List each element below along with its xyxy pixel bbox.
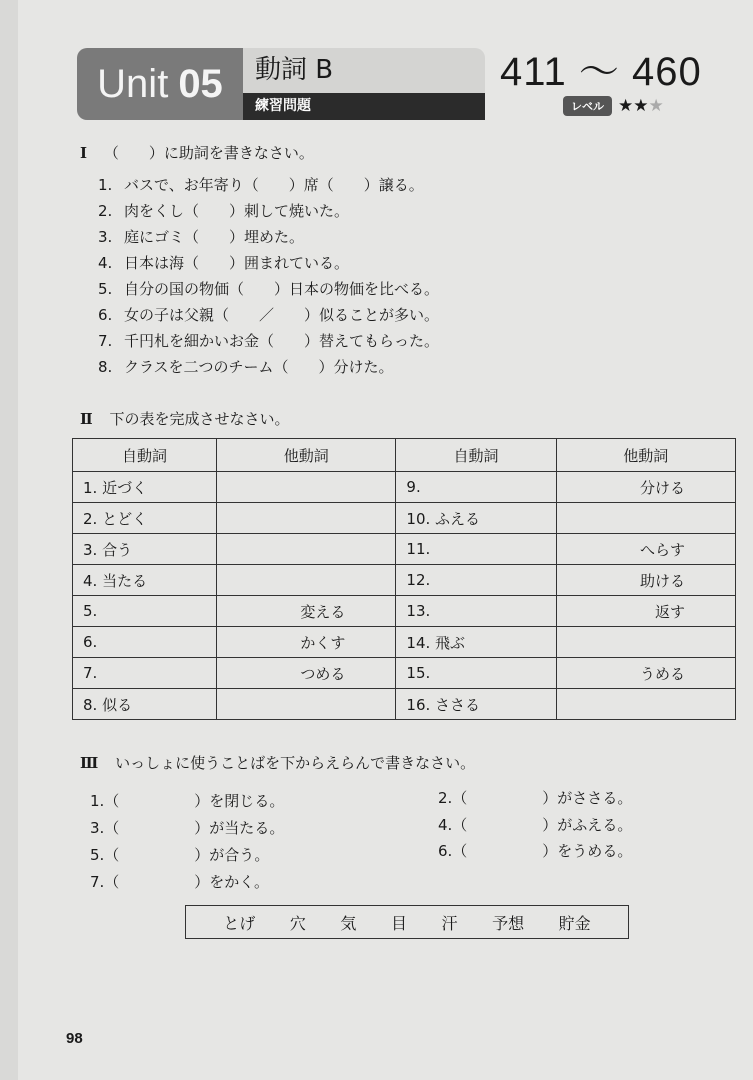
word-bank-item: 穴 bbox=[289, 913, 306, 933]
table-row bbox=[73, 689, 736, 720]
exercise-item: 6.（ ）をうめる。 bbox=[438, 842, 633, 860]
table-cell: 13. bbox=[396, 596, 556, 627]
table-cell: 14. 飛ぶ bbox=[396, 627, 556, 658]
list-item bbox=[98, 276, 439, 302]
table-cell: 11. bbox=[396, 534, 556, 565]
table-cell: 8. 似る bbox=[73, 689, 217, 720]
table-cell bbox=[217, 534, 396, 565]
item-number: 5. bbox=[98, 280, 113, 298]
table-cell: 返す bbox=[556, 596, 735, 627]
table-cell: 分ける bbox=[556, 472, 735, 503]
table-row bbox=[73, 658, 736, 689]
section1-numeral: Ⅰ bbox=[80, 144, 88, 162]
item-text: 肉をくし（ ）刺して焼いた。 bbox=[124, 202, 350, 220]
table-cell: 7. bbox=[73, 658, 217, 689]
table-row bbox=[73, 627, 736, 658]
table-row bbox=[73, 472, 736, 503]
star-filled-icon: ★★ bbox=[618, 96, 649, 116]
item-number: 3. bbox=[98, 228, 113, 246]
table-cell: 5. bbox=[73, 596, 217, 627]
column-header: 自動詞 bbox=[73, 439, 217, 472]
section2-instruction: 下の表を完成させなさい。 bbox=[109, 410, 290, 428]
item-text: 日本は海（ ）囲まれている。 bbox=[124, 254, 350, 272]
level-badge: レベル bbox=[563, 96, 612, 116]
table-cell: かくす bbox=[217, 627, 396, 658]
page-subtitle: 練習問題 bbox=[243, 93, 485, 120]
list-item bbox=[98, 250, 439, 276]
word-bank-item: 汗 bbox=[441, 913, 458, 933]
item-text: クラスを二つのチーム（ ）分けた。 bbox=[124, 358, 394, 376]
verb-table bbox=[72, 438, 736, 720]
table-cell bbox=[217, 472, 396, 503]
list-item bbox=[98, 224, 439, 250]
item-number: 6. bbox=[98, 306, 113, 324]
item-number: 8. bbox=[98, 358, 113, 376]
table-cell: へらす bbox=[556, 534, 735, 565]
vocab-range: 411 〜 460 bbox=[500, 50, 702, 94]
unit-number: 05 bbox=[178, 61, 223, 106]
item-number: 4. bbox=[98, 254, 113, 272]
exercise-item: 2.（ ）がささる。 bbox=[438, 789, 633, 807]
item-text: 女の子は父親（ ／ ）似ることが多い。 bbox=[124, 306, 440, 324]
word-bank-item: とげ bbox=[223, 913, 256, 933]
item-text: バスで、お年寄り（ ）席（ ）譲る。 bbox=[124, 176, 424, 194]
section3-instruction: いっしょに使うことばを下からえらんで書きなさい。 bbox=[115, 754, 476, 772]
table-header-row bbox=[73, 439, 736, 472]
table-cell: 4. 当たる bbox=[73, 565, 217, 596]
item-text: 千円札を細かいお金（ ）替えてもらった。 bbox=[124, 332, 440, 350]
table-row bbox=[73, 534, 736, 565]
exercise-item: 7.（ ）をかく。 bbox=[90, 873, 270, 891]
section3-numeral: Ⅲ bbox=[80, 754, 99, 772]
unit-label: Unit bbox=[97, 61, 169, 106]
table-row bbox=[73, 503, 736, 534]
table-cell bbox=[217, 503, 396, 534]
page-number: 98 bbox=[66, 1030, 83, 1047]
list-item bbox=[98, 328, 439, 354]
item-number: 7. bbox=[98, 332, 113, 350]
table-cell: 1. 近づく bbox=[73, 472, 217, 503]
table-cell: 6. bbox=[73, 627, 217, 658]
section2-numeral: Ⅱ bbox=[80, 410, 93, 428]
table-cell bbox=[556, 627, 735, 658]
word-bank-item: 予想 bbox=[492, 913, 525, 933]
column-header: 他動詞 bbox=[217, 439, 396, 472]
table-cell: つめる bbox=[217, 658, 396, 689]
section2-heading bbox=[80, 408, 289, 429]
word-bank bbox=[185, 905, 629, 939]
unit-badge bbox=[77, 48, 243, 120]
section1-heading bbox=[80, 142, 314, 163]
item-number: 1. bbox=[98, 176, 113, 194]
item-number: 2. bbox=[98, 202, 113, 220]
section3-heading bbox=[80, 752, 475, 773]
table-cell: 12. bbox=[396, 565, 556, 596]
table-cell: 10. ふえる bbox=[396, 503, 556, 534]
table-cell: 2. とどく bbox=[73, 503, 217, 534]
table-row bbox=[73, 596, 736, 627]
page-title: 動詞 B bbox=[243, 48, 485, 93]
star-empty-icon: ★ bbox=[648, 96, 664, 116]
table-cell: 16. ささる bbox=[396, 689, 556, 720]
table-cell bbox=[217, 689, 396, 720]
table-cell: 変える bbox=[217, 596, 396, 627]
exercise-item: 5.（ ）が合う。 bbox=[90, 846, 270, 864]
column-header: 自動詞 bbox=[396, 439, 556, 472]
item-text: 庭にゴミ（ ）埋めた。 bbox=[124, 228, 305, 246]
exercise-item: 1.（ ）を閉じる。 bbox=[90, 792, 285, 810]
level-indicator bbox=[563, 96, 664, 116]
table-cell: 助ける bbox=[556, 565, 735, 596]
table-cell bbox=[217, 565, 396, 596]
word-bank-item: 貯金 bbox=[558, 913, 591, 933]
list-item bbox=[98, 198, 439, 224]
section1-instruction: （ ）に助詞を書きなさい。 bbox=[103, 144, 314, 162]
exercise-item: 3.（ ）が当たる。 bbox=[90, 819, 285, 837]
column-header: 他動詞 bbox=[556, 439, 735, 472]
list-item bbox=[98, 172, 439, 198]
word-bank-item: 目 bbox=[390, 913, 407, 933]
list-item bbox=[98, 302, 439, 328]
table-cell: 9. bbox=[396, 472, 556, 503]
table-cell: 15. bbox=[396, 658, 556, 689]
section1-list bbox=[98, 172, 439, 380]
table-cell bbox=[556, 689, 735, 720]
item-text: 自分の国の物価（ ）日本の物価を比べる。 bbox=[124, 280, 440, 298]
table-cell: うめる bbox=[556, 658, 735, 689]
word-bank-item: 気 bbox=[340, 913, 357, 933]
list-item bbox=[98, 354, 439, 380]
table-cell bbox=[556, 503, 735, 534]
table-cell: 3. 合う bbox=[73, 534, 217, 565]
exercise-item: 4.（ ）がふえる。 bbox=[438, 816, 633, 834]
page-edge-shadow bbox=[0, 0, 18, 1080]
table-row bbox=[73, 565, 736, 596]
